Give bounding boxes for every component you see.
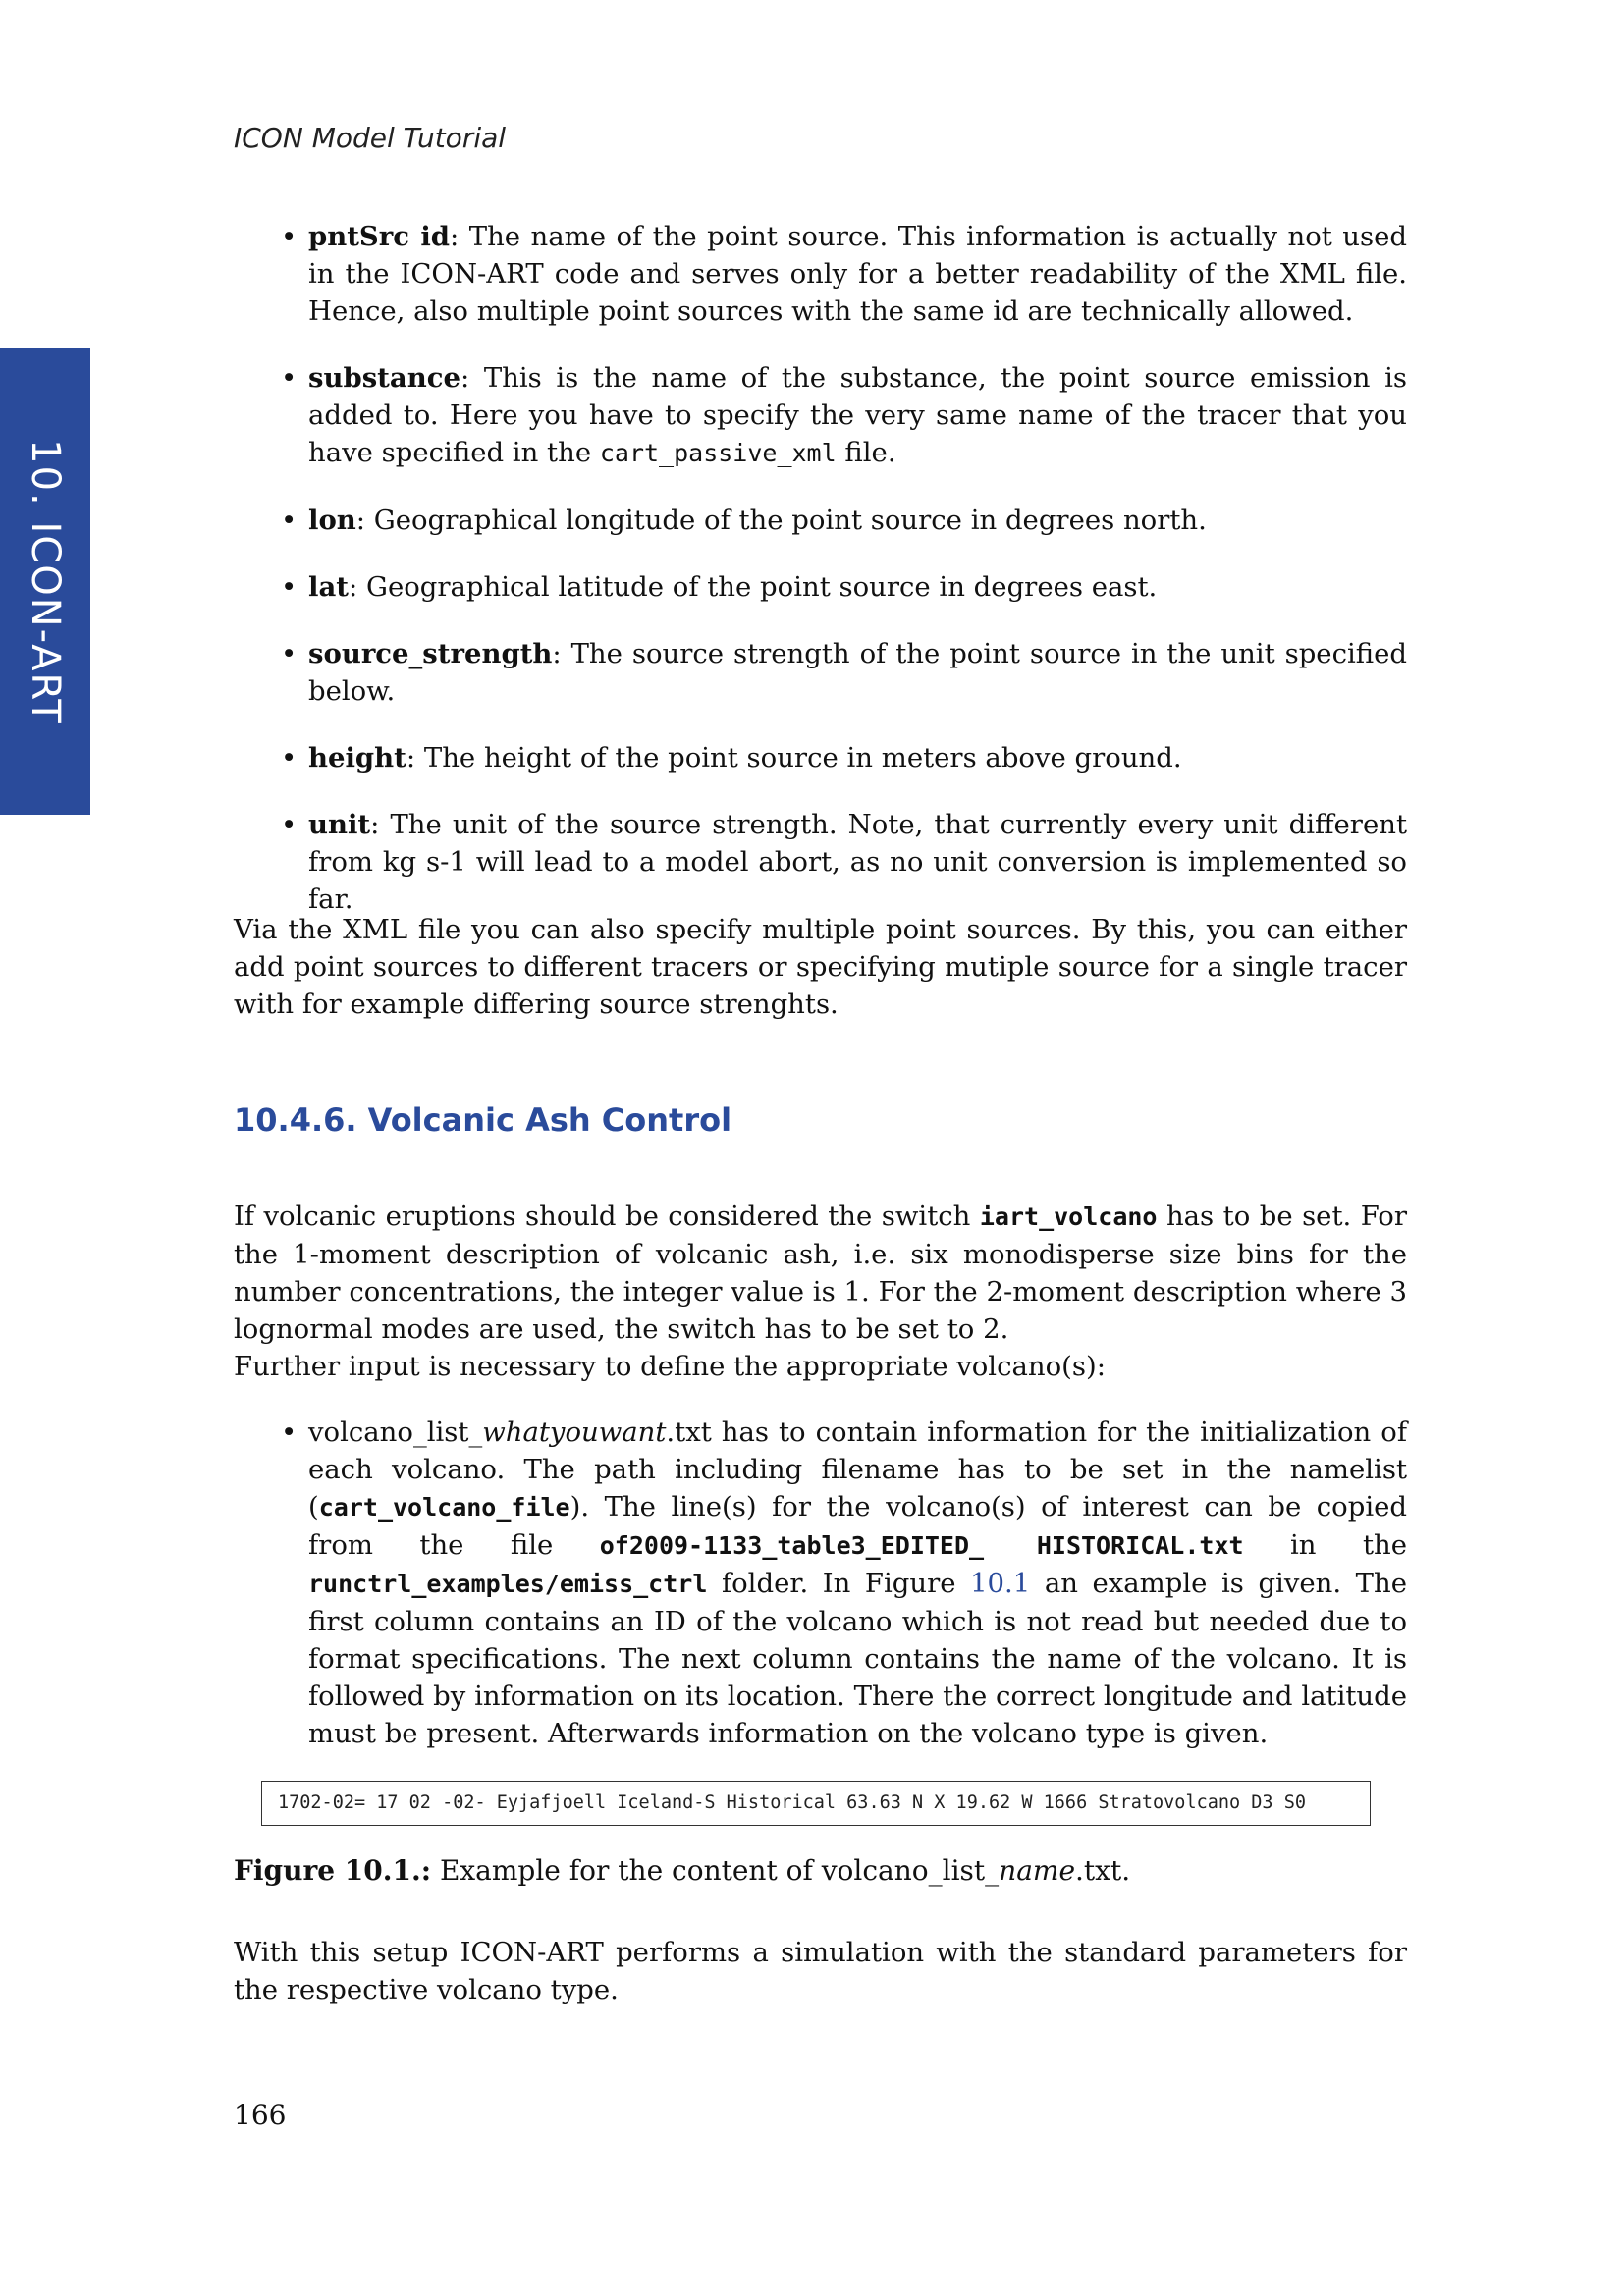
point-source-attributes-list bbox=[234, 218, 1407, 947]
figure-caption: Figure 10.1.: Example for the content of volcano_list_name.txt. bbox=[234, 1854, 1131, 1887]
paragraph-xml-multiple-sources: Via the XML file you can also specify multiple point sources. By this, you can either add point sources to different tracers or specifying mutiple source for a single tracer with for example differing source strenghts. bbox=[234, 914, 1407, 1020]
list-item: • height: The height of the point source in meters above ground. bbox=[234, 739, 1407, 776]
inline-code: of2009-1133_table3_EDITED_ HISTORICAL.txt bbox=[599, 1531, 1244, 1560]
paragraph-volcano-switch: If volcanic eruptions should be considered the switch iart_volcano has to be set. For the 1-moment description of volcanic ash, i.e. six monodisperse size bins for the number concentrations, the integer value is 1. For the 2-moment description where 3 lognormal modes are used, the switch has to be set to 2. Further input is necessary to define the appropriate volcano(s): bbox=[234, 1201, 1407, 1382]
inline-code: cart_volcano_file bbox=[318, 1493, 570, 1522]
inline-code: runctrl_examples/emiss_ctrl bbox=[308, 1570, 708, 1598]
list-item: • pntSrc id: The name of the point source. This information is actually not used in the ICON-ART code and serves only for a better readability of the XML file. Hence, also multiple point sources with the same id are technically allowed. bbox=[234, 218, 1407, 330]
list-item: • lon: Geographical longitude of the point source in degrees north. bbox=[234, 502, 1407, 539]
chapter-tab-label: 10. ICON-ART bbox=[23, 439, 68, 725]
section-heading bbox=[234, 1101, 731, 1139]
list-item: • substance: This is the name of the substance, the point source emission is added to. Here you have to specify the very same name of the tracer that you have specified in the cart_passive_xml file. bbox=[234, 359, 1407, 472]
section-number: 10.4.6. bbox=[234, 1101, 357, 1139]
page-number: 166 bbox=[234, 2099, 287, 2131]
running-header: ICON Model Tutorial bbox=[234, 122, 507, 154]
figure-label: Figure 10.1.: bbox=[234, 1854, 432, 1887]
section-title: Volcanic Ash Control bbox=[367, 1101, 732, 1139]
list-item: • unit: The unit of the source strength. Note, that currently every unit different from kg s-1 will lead to a model abort, as no unit conversion is implemented so far. bbox=[234, 806, 1407, 918]
paragraph-further-input: Further input is necessary to define the appropriate volcano(s): bbox=[234, 1351, 1107, 1382]
inline-code: iart_volcano bbox=[979, 1202, 1158, 1231]
figure-code-example: 1702-02= 17 02 -02- Eyjafjoell Iceland-S Historical 63.63 N X 19.62 W 1666 Stratovolcano D3 S0 bbox=[261, 1781, 1371, 1826]
figure-reference-link[interactable]: 10.1 bbox=[970, 1568, 1031, 1599]
list-item: • volcano_list_whatyouwant.txt has to contain information for the initialization of each volcano. The path including filename has to be set in the namelist (cart_volcano_file). The line(s) for the volcano(s) of interest can be copied from the file of2009-1133_table3_EDITED_ HISTORICAL.txt in the runctrl_examples/emiss_ctrl folder. In Figure 10.1 an example is given. The first column contains an ID of the volcano which is not read but needed due to format specifications. The next column contains the name of the volcano. It is followed by information on its location. There the correct longitude and latitude must be present. Afterwards information on the volcano type is given. bbox=[234, 1414, 1407, 1752]
list-item: • lat: Geographical latitude of the point source in degrees east. bbox=[234, 568, 1407, 606]
list-item: • source_strength: The source strength of the point source in the unit specified below. bbox=[234, 635, 1407, 710]
volcano-input-list bbox=[234, 1414, 1407, 1782]
inline-code: cart_passive_xml bbox=[599, 439, 837, 467]
chapter-side-tab bbox=[0, 348, 90, 815]
paragraph-final: With this setup ICON-ART performs a simulation with the standard parameters for the respective volcano type. bbox=[234, 1937, 1407, 2005]
